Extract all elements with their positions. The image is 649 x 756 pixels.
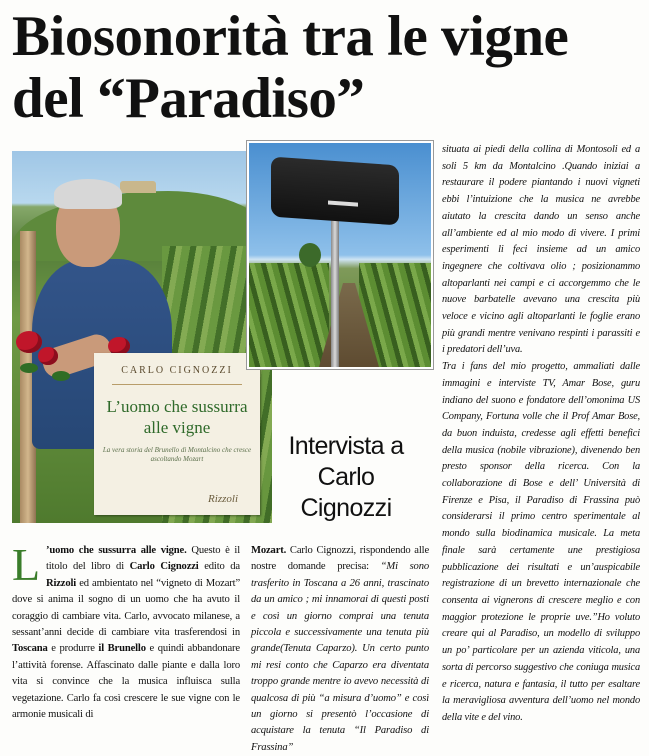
interview-heading: Intervista a Carlo Cignozzi xyxy=(288,432,404,522)
article-bold-place: Toscana xyxy=(12,643,48,655)
book-cover-subtitle: La vera storia del Brunello di Montalcino che cresce ascoltando Mozart xyxy=(102,446,252,463)
article-text: edito da xyxy=(198,561,240,573)
article-column-left xyxy=(12,539,241,723)
speaker-icon xyxy=(271,157,399,226)
leaf-icon xyxy=(52,371,70,381)
book-cover-author: CARLO CIGNOZZI xyxy=(121,365,233,376)
article-text: ed ambientato nel “vigneto di Mozart” dove si anima il sogno di un uomo che ha avuto il coraggio di cambiare vita. Carlo, avvocato milanese, a sessant’anni decide di cambiare vita trasferendosi in xyxy=(12,577,240,639)
book-cover xyxy=(94,353,260,515)
article-text: Carlo Cignozzi, rispondendo alle nostre domande precisa: xyxy=(251,545,429,573)
article-bold-publisher: Rizzoli xyxy=(45,577,77,589)
speaker-vineyard-photo xyxy=(247,141,433,369)
article-quote: “Mi sono trasferito in Toscana a 26 anni, trascinato da un amico ; mi innamorai di questi posti e così un giorno comprai una tenuta piccola e successivamente una tenuta più grande(Tenuta Caparzo). Un certo punto mi resi conto che Caparzo era diventata troppo grande mentre io avevo necessità di qualcosa di più “a misura d’uomo” e così un giorno si presentò l’occasione di acquistare la tenuta “Il Paradiso di Frassina” xyxy=(251,561,429,753)
speaker-logo xyxy=(328,201,358,207)
article-paragraph: situata ai piedi della collina di Montosoli ed a soli 5 km da Montalcino .Quando iniziai a restaurare il podere piantando i nuovi vigneti ebbi l’intuizione che la musica ne avrebbe aiutato la crescita dando un senso anche all’ambiente ed al mio modo di vivere. I primi esperimenti li feci insieme ad un amico ingegnere che coltivava olio ; posizionammo altoparlanti nei campi e ci accorgemmo che le nuove barbatelle avevano una crescita più veloce e vicino agli altoparlanti le foglie erano più grandi mentre venivano respinti i parassiti e i predatori dell’uva. xyxy=(442,144,640,356)
book-cover-photo xyxy=(12,151,272,523)
rose-icon xyxy=(16,331,42,353)
headline-line-2: del “Paradiso” xyxy=(12,67,365,130)
photo-tree xyxy=(299,243,321,267)
drop-cap: L xyxy=(12,539,40,590)
speaker-pole xyxy=(331,213,339,367)
article-bold-wine: il Brunello xyxy=(98,643,146,655)
headline xyxy=(12,6,642,130)
article-lead-title: ’uomo che sussurra alle vigne. xyxy=(45,545,187,556)
article-text: Questo è il titolo del libro di xyxy=(45,545,241,573)
headline-line-1: Biosonorità tra le vigne xyxy=(12,5,569,68)
rose-icon xyxy=(38,347,58,365)
photo-vine-row xyxy=(249,263,329,367)
article-column-right xyxy=(442,142,640,727)
article-text: e produrre xyxy=(47,643,99,655)
photo-village xyxy=(120,181,156,193)
article-paragraph: Tra i fans del mio progetto, ammaliati dalle immagini e interviste TV, Amar Bose, guru indiano del suono e fondatore dell’omonima US Company, Fortuna volle che il Prof Amar Bose, da buon induista, credesse agli effetti benefici della musica (nobile vibrazione), divenendo ben presto sponsor della ricerca. Con la collaborazione di Bose e dell’ Università di Firenze e Pisa, il Paradiso di Frassina può considerarsi il primo centro sperimentale al mondo sulla biodinamica musicale. La meta finale sarà certamente une prestigiosa pubblicazione dei risultati e un’auspicabile registrazione di un brevetto internazionale che consenta ai vignerons di crescere meglio e con maggior protezione le proprie uve.”Ho voluto creare qui al Paradiso, un modello di sviluppo un po’ particolare per un azienda viticola, una sorta di percorso suggestivo che coniuga musica e ricerca, natura e fantasia, il tutto per esaltare la meravigliosa avventura dell’uomo nel mondo della vite e del vino. xyxy=(442,361,640,723)
article-text: e quindi abbandonare l’attività forense. Affascinato dalle piante e dalla loro vita si convince che la musica influisca sulla vegetazione. Carlo fa così crescere le sue vigne con le armonie musicali di xyxy=(12,643,240,721)
article-bold-name: Carlo Cignozzi xyxy=(129,561,199,573)
article-bold-composer: Mozart. xyxy=(251,545,287,556)
book-cover-rule xyxy=(112,384,242,385)
article-column-middle xyxy=(251,543,429,756)
book-cover-title: L’uomo che sussurra alle vigne xyxy=(106,397,248,437)
book-cover-publisher: Rizzoli xyxy=(208,493,238,505)
leaf-icon xyxy=(20,363,38,373)
photo-man-hair xyxy=(54,179,122,209)
